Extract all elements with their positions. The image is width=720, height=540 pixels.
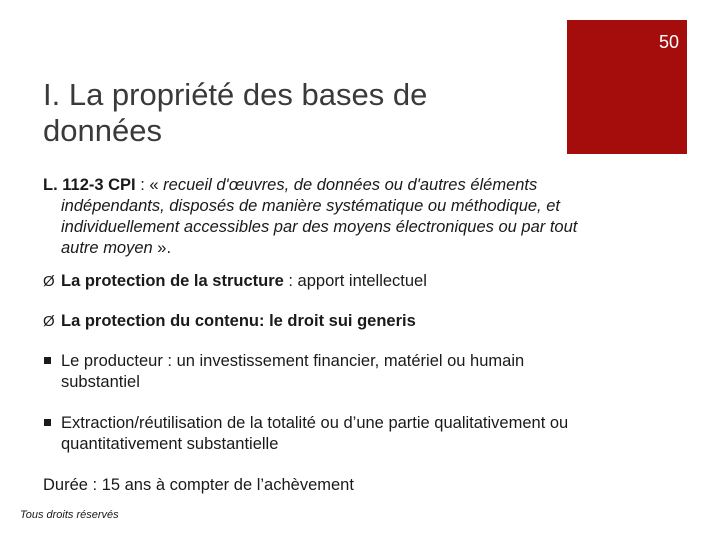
arrow-list-item xyxy=(43,271,603,292)
page-number-box xyxy=(567,20,687,154)
title-line-2: données xyxy=(43,113,162,148)
duration-text: Durée : 15 ans à compter de l’achèvement xyxy=(43,476,354,494)
definition-quote: recueil d'œuvres, de données ou d'autres éléments indépendants, disposés de manière systématique ou méthodique, et individuellement accessibles par des moyens électroniques ou par tout autre moyen xyxy=(61,176,578,257)
square-list-item xyxy=(43,351,603,393)
page-number: 50 xyxy=(658,32,679,52)
slide-title xyxy=(43,77,543,149)
title-line-1: I. La propriété des bases de xyxy=(43,77,428,112)
arrow-list-item xyxy=(43,311,603,332)
square-list-item xyxy=(43,413,603,455)
arrow-bullet-icon: Ø xyxy=(43,313,55,330)
square-item-text: Extraction/réutilisation de la totalité ou d’une partie qualitativement ou quantitativement substantielle xyxy=(61,414,569,453)
definition-open-quote: « xyxy=(149,176,164,194)
arrow-bullet-icon: Ø xyxy=(43,273,55,290)
square-bullet-icon xyxy=(44,419,51,426)
definition-close-quote: ». xyxy=(152,239,172,257)
legal-definition xyxy=(43,175,603,259)
definition-ref: L. 112-3 CPI xyxy=(43,176,136,194)
footer-copyright: Tous droits réservés xyxy=(20,509,119,521)
square-item-text: Le producteur : un investissement financier, matériel ou humain substantiel xyxy=(61,352,525,391)
arrow-item-bold: La protection de la structure xyxy=(61,272,284,290)
definition-sep: : xyxy=(135,176,150,194)
slide-content xyxy=(43,175,603,496)
arrow-item-rest: : apport intellectuel xyxy=(283,272,427,290)
square-bullet-icon xyxy=(44,357,51,364)
arrow-item-bold: La protection du contenu: le droit sui generis xyxy=(61,312,416,330)
